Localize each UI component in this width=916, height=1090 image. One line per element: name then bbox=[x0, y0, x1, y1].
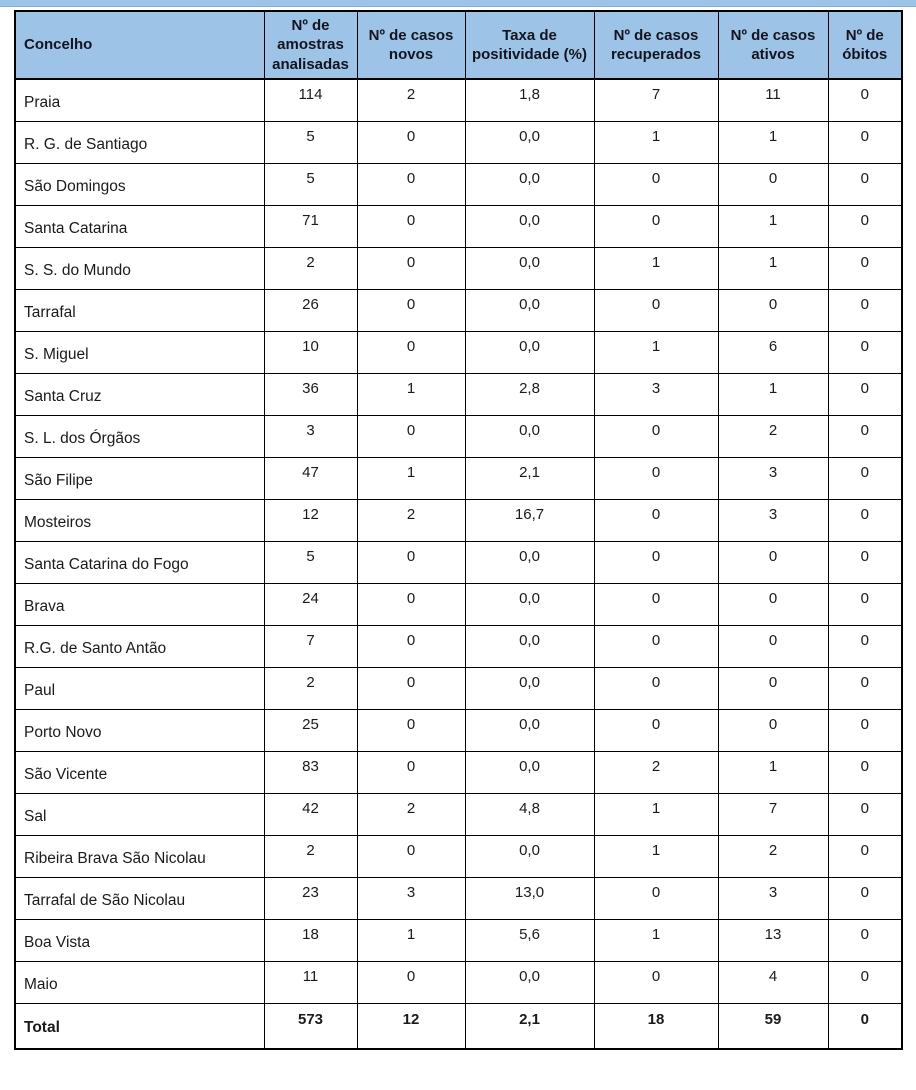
value-cell: 71 bbox=[264, 205, 357, 247]
value-cell: 0 bbox=[594, 457, 718, 499]
value-cell: 0 bbox=[594, 289, 718, 331]
value-cell: 0,0 bbox=[465, 961, 594, 1003]
value-cell: 0 bbox=[594, 583, 718, 625]
value-cell: 0 bbox=[357, 583, 465, 625]
value-cell: 0 bbox=[357, 541, 465, 583]
table-row bbox=[15, 709, 902, 751]
value-cell: 0 bbox=[828, 793, 902, 835]
value-cell: 0 bbox=[718, 289, 828, 331]
value-cell: 1 bbox=[357, 919, 465, 961]
value-cell: 3 bbox=[718, 457, 828, 499]
value-cell: 3 bbox=[718, 499, 828, 541]
value-cell: 0 bbox=[357, 205, 465, 247]
table-row bbox=[15, 205, 902, 247]
table-body bbox=[15, 79, 902, 1003]
value-cell: 0 bbox=[718, 163, 828, 205]
value-cell: 0 bbox=[828, 709, 902, 751]
table-row bbox=[15, 163, 902, 205]
total-value-cell: 2,1 bbox=[465, 1003, 594, 1049]
value-cell: 0 bbox=[594, 499, 718, 541]
concelho-cell: Mosteiros bbox=[15, 499, 264, 541]
concelho-cell: Ribeira Brava São Nicolau bbox=[15, 835, 264, 877]
value-cell: 0 bbox=[357, 625, 465, 667]
header-row bbox=[15, 11, 902, 79]
value-cell: 2 bbox=[357, 793, 465, 835]
table-row bbox=[15, 457, 902, 499]
value-cell: 0,0 bbox=[465, 163, 594, 205]
table-row bbox=[15, 121, 902, 163]
column-header-5: Nº de casos ativos bbox=[718, 11, 828, 79]
value-cell: 0 bbox=[357, 121, 465, 163]
value-cell: 0 bbox=[828, 919, 902, 961]
column-header-6: Nº de óbitos bbox=[828, 11, 902, 79]
value-cell: 1 bbox=[594, 919, 718, 961]
column-header-3: Taxa de positividade (%) bbox=[465, 11, 594, 79]
value-cell: 0 bbox=[828, 247, 902, 289]
concelho-cell: S. L. dos Órgãos bbox=[15, 415, 264, 457]
total-value-cell: 0 bbox=[828, 1003, 902, 1049]
value-cell: 0 bbox=[828, 121, 902, 163]
value-cell: 0 bbox=[828, 205, 902, 247]
value-cell: 5 bbox=[264, 541, 357, 583]
value-cell: 0 bbox=[594, 541, 718, 583]
value-cell: 18 bbox=[264, 919, 357, 961]
value-cell: 0 bbox=[718, 541, 828, 583]
concelho-cell: Sal bbox=[15, 793, 264, 835]
table-row bbox=[15, 919, 902, 961]
value-cell: 1 bbox=[594, 835, 718, 877]
concelho-cell: Tarrafal de São Nicolau bbox=[15, 877, 264, 919]
value-cell: 0 bbox=[357, 751, 465, 793]
value-cell: 0 bbox=[594, 205, 718, 247]
value-cell: 0 bbox=[828, 583, 902, 625]
value-cell: 7 bbox=[264, 625, 357, 667]
value-cell: 42 bbox=[264, 793, 357, 835]
value-cell: 4 bbox=[718, 961, 828, 1003]
value-cell: 0 bbox=[828, 961, 902, 1003]
value-cell: 1 bbox=[594, 121, 718, 163]
value-cell: 1,8 bbox=[465, 79, 594, 121]
value-cell: 3 bbox=[718, 877, 828, 919]
value-cell: 0,0 bbox=[465, 415, 594, 457]
value-cell: 0 bbox=[828, 331, 902, 373]
value-cell: 1 bbox=[718, 751, 828, 793]
value-cell: 0,0 bbox=[465, 331, 594, 373]
value-cell: 10 bbox=[264, 331, 357, 373]
value-cell: 0 bbox=[828, 835, 902, 877]
value-cell: 5,6 bbox=[465, 919, 594, 961]
table-row bbox=[15, 625, 902, 667]
covid-municipality-table bbox=[14, 10, 903, 1050]
value-cell: 2 bbox=[264, 247, 357, 289]
value-cell: 3 bbox=[357, 877, 465, 919]
table-row bbox=[15, 499, 902, 541]
value-cell: 0 bbox=[357, 331, 465, 373]
table-row bbox=[15, 751, 902, 793]
value-cell: 0 bbox=[828, 499, 902, 541]
value-cell: 0 bbox=[828, 415, 902, 457]
value-cell: 83 bbox=[264, 751, 357, 793]
value-cell: 0,0 bbox=[465, 625, 594, 667]
value-cell: 0,0 bbox=[465, 709, 594, 751]
value-cell: 5 bbox=[264, 121, 357, 163]
value-cell: 13,0 bbox=[465, 877, 594, 919]
value-cell: 0,0 bbox=[465, 835, 594, 877]
value-cell: 0 bbox=[357, 247, 465, 289]
value-cell: 0 bbox=[718, 709, 828, 751]
value-cell: 0 bbox=[357, 415, 465, 457]
value-cell: 1 bbox=[357, 457, 465, 499]
value-cell: 2 bbox=[264, 667, 357, 709]
table-row bbox=[15, 961, 902, 1003]
value-cell: 2 bbox=[357, 499, 465, 541]
total-label-cell: Total bbox=[15, 1003, 264, 1049]
value-cell: 3 bbox=[594, 373, 718, 415]
value-cell: 0 bbox=[718, 625, 828, 667]
value-cell: 2,1 bbox=[465, 457, 594, 499]
concelho-cell: R. G. de Santiago bbox=[15, 121, 264, 163]
value-cell: 1 bbox=[594, 331, 718, 373]
concelho-cell: Praia bbox=[15, 79, 264, 121]
value-cell: 11 bbox=[264, 961, 357, 1003]
table-row bbox=[15, 541, 902, 583]
value-cell: 0 bbox=[357, 709, 465, 751]
value-cell: 12 bbox=[264, 499, 357, 541]
value-cell: 1 bbox=[594, 793, 718, 835]
column-header-0: Concelho bbox=[15, 11, 264, 79]
value-cell: 0 bbox=[594, 415, 718, 457]
value-cell: 0 bbox=[357, 835, 465, 877]
value-cell: 1 bbox=[718, 373, 828, 415]
value-cell: 0 bbox=[357, 163, 465, 205]
value-cell: 36 bbox=[264, 373, 357, 415]
table-row bbox=[15, 415, 902, 457]
value-cell: 13 bbox=[718, 919, 828, 961]
table-row bbox=[15, 835, 902, 877]
value-cell: 0 bbox=[357, 667, 465, 709]
total-value-cell: 573 bbox=[264, 1003, 357, 1049]
value-cell: 23 bbox=[264, 877, 357, 919]
value-cell: 1 bbox=[718, 247, 828, 289]
value-cell: 11 bbox=[718, 79, 828, 121]
table-row bbox=[15, 583, 902, 625]
value-cell: 0 bbox=[594, 625, 718, 667]
table-row bbox=[15, 373, 902, 415]
value-cell: 3 bbox=[264, 415, 357, 457]
value-cell: 0 bbox=[828, 79, 902, 121]
value-cell: 0,0 bbox=[465, 541, 594, 583]
value-cell: 0 bbox=[828, 373, 902, 415]
value-cell: 0 bbox=[828, 877, 902, 919]
concelho-cell: Brava bbox=[15, 583, 264, 625]
value-cell: 26 bbox=[264, 289, 357, 331]
concelho-cell: Boa Vista bbox=[15, 919, 264, 961]
value-cell: 0 bbox=[594, 961, 718, 1003]
total-row bbox=[15, 1003, 902, 1049]
value-cell: 1 bbox=[594, 247, 718, 289]
table-row bbox=[15, 247, 902, 289]
value-cell: 2 bbox=[264, 835, 357, 877]
concelho-cell: S. Miguel bbox=[15, 331, 264, 373]
value-cell: 0 bbox=[718, 667, 828, 709]
concelho-cell: Tarrafal bbox=[15, 289, 264, 331]
concelho-cell: S. S. do Mundo bbox=[15, 247, 264, 289]
column-header-2: Nº de casos novos bbox=[357, 11, 465, 79]
table-row bbox=[15, 877, 902, 919]
concelho-cell: Maio bbox=[15, 961, 264, 1003]
concelho-cell: Santa Catarina bbox=[15, 205, 264, 247]
table-row bbox=[15, 289, 902, 331]
table-row bbox=[15, 793, 902, 835]
concelho-cell: R.G. de Santo Antão bbox=[15, 625, 264, 667]
value-cell: 0,0 bbox=[465, 121, 594, 163]
table-header bbox=[15, 11, 902, 79]
value-cell: 24 bbox=[264, 583, 357, 625]
table-row bbox=[15, 331, 902, 373]
concelho-cell: São Filipe bbox=[15, 457, 264, 499]
total-value-cell: 12 bbox=[357, 1003, 465, 1049]
value-cell: 25 bbox=[264, 709, 357, 751]
value-cell: 0,0 bbox=[465, 583, 594, 625]
value-cell: 0 bbox=[594, 877, 718, 919]
value-cell: 0 bbox=[357, 961, 465, 1003]
concelho-cell: Santa Cruz bbox=[15, 373, 264, 415]
value-cell: 1 bbox=[357, 373, 465, 415]
table-footer bbox=[15, 1003, 902, 1049]
value-cell: 0 bbox=[828, 163, 902, 205]
value-cell: 0 bbox=[594, 709, 718, 751]
value-cell: 7 bbox=[594, 79, 718, 121]
value-cell: 0 bbox=[828, 541, 902, 583]
value-cell: 0,0 bbox=[465, 205, 594, 247]
value-cell: 0 bbox=[828, 751, 902, 793]
concelho-cell: Paul bbox=[15, 667, 264, 709]
value-cell: 0 bbox=[828, 457, 902, 499]
value-cell: 47 bbox=[264, 457, 357, 499]
column-header-4: Nº de casos recuperados bbox=[594, 11, 718, 79]
value-cell: 5 bbox=[264, 163, 357, 205]
concelho-cell: Santa Catarina do Fogo bbox=[15, 541, 264, 583]
value-cell: 0,0 bbox=[465, 247, 594, 289]
concelho-cell: Porto Novo bbox=[15, 709, 264, 751]
value-cell: 1 bbox=[718, 205, 828, 247]
column-header-1: Nº de amostras analisadas bbox=[264, 11, 357, 79]
table-row bbox=[15, 667, 902, 709]
value-cell: 2,8 bbox=[465, 373, 594, 415]
value-cell: 0 bbox=[594, 163, 718, 205]
value-cell: 1 bbox=[718, 121, 828, 163]
top-divider-strip bbox=[0, 0, 916, 7]
value-cell: 0,0 bbox=[465, 751, 594, 793]
value-cell: 0,0 bbox=[465, 289, 594, 331]
value-cell: 2 bbox=[594, 751, 718, 793]
table-row bbox=[15, 79, 902, 121]
value-cell: 0 bbox=[828, 289, 902, 331]
value-cell: 7 bbox=[718, 793, 828, 835]
value-cell: 6 bbox=[718, 331, 828, 373]
total-value-cell: 18 bbox=[594, 1003, 718, 1049]
value-cell: 0 bbox=[828, 667, 902, 709]
concelho-cell: São Domingos bbox=[15, 163, 264, 205]
value-cell: 0 bbox=[828, 625, 902, 667]
total-value-cell: 59 bbox=[718, 1003, 828, 1049]
concelho-cell: São Vicente bbox=[15, 751, 264, 793]
value-cell: 0 bbox=[357, 289, 465, 331]
value-cell: 2 bbox=[718, 835, 828, 877]
value-cell: 2 bbox=[718, 415, 828, 457]
value-cell: 0 bbox=[718, 583, 828, 625]
value-cell: 16,7 bbox=[465, 499, 594, 541]
value-cell: 0 bbox=[594, 667, 718, 709]
value-cell: 2 bbox=[357, 79, 465, 121]
value-cell: 114 bbox=[264, 79, 357, 121]
value-cell: 4,8 bbox=[465, 793, 594, 835]
value-cell: 0,0 bbox=[465, 667, 594, 709]
